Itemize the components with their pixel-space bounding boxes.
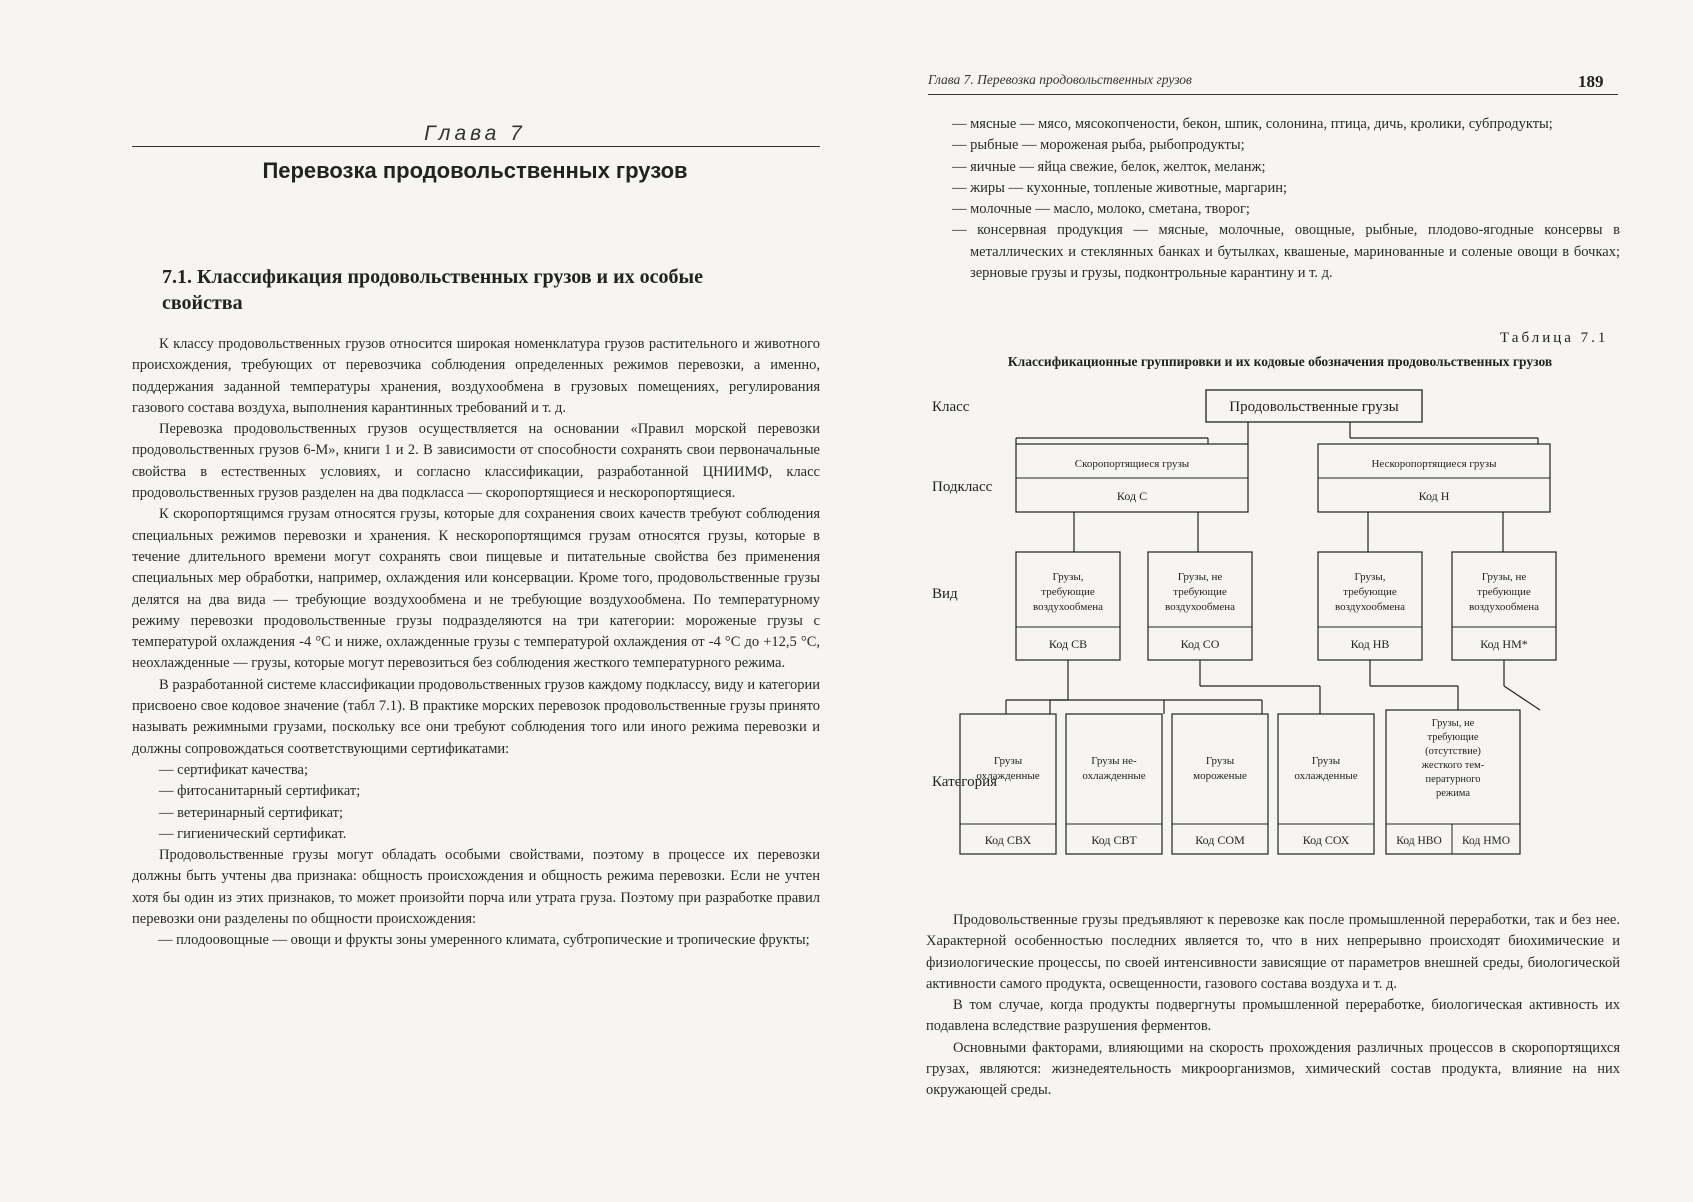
svg-text:Код НВО: Код НВО	[1396, 835, 1442, 847]
svg-text:охлажденные: охлажденные	[976, 770, 1040, 782]
svg-text:Грузы: Грузы	[993, 755, 1023, 767]
svg-text:воздухообмена: воздухообмена	[1164, 601, 1236, 613]
svg-text:Грузы,: Грузы,	[1354, 571, 1386, 583]
origin-item: — жиры — кухонные, топленые животные, маргарин;	[952, 179, 1288, 196]
row-label-kind: Вид	[932, 586, 958, 602]
kind-box-3	[1452, 552, 1556, 660]
origin-item: — молочные — масло, молоко, сметана, творог;	[952, 201, 1250, 218]
connectors	[1016, 422, 1538, 444]
running-head-rule	[928, 94, 1618, 95]
origin-item: — яичные — яйца свежие, белок, желток, меланж;	[952, 158, 1266, 175]
chapter-title: Перевозка продовольственных грузов	[262, 158, 688, 183]
paragraph: К скоропортящимся грузам относятся грузы, которые для сохранения своих качеств требуют соблюдения специальных режимов перевозки и хранения. К нескоропортящимся грузам относятся грузы, которые в течение длительного времени могут сохранять свои пищевые и питательные свойства без применения специальных мер обработки, например, охлаждения или консервации. Кроме того, продовольственные грузы делятся на два вида — требующие воздухообмена и не требующие воздухообмена. По температурному режиму перевозки продовольственные грузы подразделяются на три категории: мороженые грузы с температурой охлаждения -4 °С и ниже, охлажденные грузы с температурой охлаждения от -4 °С до +12,5 °С, неохлажденные — грузы, которые могут перевозиться без соблюдения жесткого температурного режима.	[132, 506, 820, 672]
subclass-name: Нескоропортящиеся грузы	[1371, 458, 1497, 470]
svg-text:Код НВ: Код НВ	[1350, 637, 1390, 651]
svg-text:Код НМО: Код НМО	[1461, 835, 1511, 847]
origin-item: — мясные — мясо, мясокопчености, бекон, шпик, солонина, птица, дичь, кролики, субпродукты;	[952, 116, 1553, 132]
svg-text:Код СО: Код СО	[1180, 637, 1220, 651]
certificate-item: — ветеринарный сертификат;	[159, 804, 344, 821]
category-box-2	[1172, 714, 1268, 854]
left-body-text	[132, 334, 820, 952]
svg-text:охлажденные: охлажденные	[1082, 770, 1146, 782]
svg-text:требующие: требующие	[1343, 586, 1397, 598]
paragraph: В разработанной системе классификации продовольственных грузов каждому подклассу, виду и категории присвоено свое кодовое значение (табл 7.1). В практике морских перевозок продовольственные грузы принято называть режимными грузами, поскольку все они требуют соблюдения того или иного режима перевозки и должны сопровождаться соответствующими сертификатами:	[132, 676, 820, 757]
section-title: 7.1. Классификация продовольственных грузов и их особые свойства	[162, 266, 703, 314]
svg-text:требующие: требующие	[1173, 586, 1227, 598]
svg-text:(отсутствие): (отсутствие)	[1425, 746, 1481, 757]
svg-text:Код СВ: Код СВ	[1048, 637, 1088, 651]
svg-text:Грузы,: Грузы,	[1052, 571, 1084, 583]
certificate-item: — сертификат качества;	[159, 761, 308, 778]
svg-text:мороженые: мороженые	[1193, 770, 1247, 782]
left-page	[0, 0, 846, 1202]
svg-text:Грузы не-: Грузы не-	[1091, 755, 1137, 767]
origin-item: — плодоовощные — овощи и фрукты зоны умеренного климата, субтропические и тропические фрукты;	[158, 932, 810, 949]
svg-text:Грузы, не: Грузы, не	[1481, 571, 1527, 583]
chapter-label: Глава 7	[424, 122, 526, 145]
kind-box-0	[1016, 552, 1120, 660]
svg-text:Грузы, не: Грузы, не	[1177, 571, 1223, 583]
svg-text:режима: режима	[1435, 788, 1471, 799]
svg-text:воздухообмена: воздухообмена	[1468, 601, 1540, 613]
svg-text:Грузы, не: Грузы, не	[1431, 718, 1475, 729]
running-head: Глава 7. Перевозка продовольственных грузов	[928, 72, 1192, 87]
svg-text:пературного: пературного	[1425, 774, 1481, 785]
certificate-item: — гигиенический сертификат.	[159, 825, 347, 842]
svg-text:Код НМ*: Код НМ*	[1480, 637, 1528, 651]
page-number: 189	[1578, 72, 1604, 91]
svg-text:Код СВХ: Код СВХ	[984, 833, 1032, 847]
svg-text:требующие: требующие	[1477, 586, 1531, 598]
subclass-code: Код С	[1116, 489, 1148, 503]
kind-box-1	[1148, 552, 1252, 660]
paragraph: Основными факторами, влияющими на скорость прохождения различных процессов в скоропортящихся грузах, являются: жизнедеятельность микроорганизмов, химический состав продукта, влияние на них окружающей среды.	[926, 1039, 1620, 1099]
category-box-4	[1386, 710, 1520, 854]
svg-text:воздухообмена: воздухообмена	[1032, 601, 1104, 613]
chapter-rule	[132, 146, 820, 147]
category-box-3	[1278, 714, 1374, 854]
row-label-class: Класс	[932, 399, 970, 415]
classification-diagram	[928, 380, 1628, 900]
right-origin-list	[926, 114, 1620, 284]
table-caption: Классификационные группировки и их кодовые обозначения продовольственных грузов	[1007, 354, 1553, 369]
origin-item: — рыбные — мороженая рыба, рыбопродукты;	[952, 137, 1245, 154]
table-label: Таблица 7.1	[1500, 330, 1609, 346]
svg-text:требующие: требующие	[1427, 732, 1479, 743]
paragraph: Продовольственные грузы предъявляют к перевозке как после промышленной переработки, так и без нее. Характерной особенностью последних является то, что в них непрерывно происходят биохимические и физиологические процессы, по своей интенсивности зависящие от параметров внешней среды, биологической активности самого продукта, освещенности, газового состава воздуха и т. д.	[926, 912, 1620, 992]
origin-item: — консервная продукция — мясные, молочные, овощные, рыбные, плодово-ягодные консервы в металлических и стеклянных банках и бутылках, квашеные, маринованные и соленые овощи в бочках; зерновые грузы и грузы, подконтрольные карантину и т. д.	[952, 222, 1620, 282]
kind-box-2	[1318, 552, 1422, 660]
svg-text:охлажденные: охлажденные	[1294, 770, 1358, 782]
svg-text:Грузы: Грузы	[1311, 755, 1341, 767]
paragraph: Продовольственные грузы могут обладать особыми свойствами, поэтому в процессе их перевозки должны быть учтены два признака: общность происхождения и общность режима перевозки. Если не учтен хотя бы один из этих признаков, то может произойти порча или утрата груза. Поэтому при разработке правил перевозки они разделены по общности происхождения:	[132, 847, 820, 928]
paragraph: Перевозка продовольственных грузов осуществляется на основании «Правил морской перевозки продовольственных грузов 6-М», книги 1 и 2. В зависимости от способности сохранять свои первоначальные свойства в естественных условиях, и согласно классификации, разработанной ЦНИИМФ, класс продовольственных грузов разделен на два подкласса — скоропортящиеся и нескоропортящиеся.	[132, 421, 820, 502]
subclass-name: Скоропортящиеся грузы	[1074, 458, 1190, 470]
paragraph: К классу продовольственных грузов относится широкая номенклатура грузов растительного и животного происхождения, требующих от перевозчика соблюдения определенных режимов перевозки, а именно, поддержания заданной температуры хранения, воздухообмена в грузовых помещениях, регулирования газового состава воздуха, выполнения карантинных требований и т. д.	[132, 336, 820, 416]
svg-text:Код СОМ: Код СОМ	[1195, 833, 1245, 847]
svg-text:Грузы: Грузы	[1205, 755, 1235, 767]
paragraph: В том случае, когда продукты подвергнуты промышленной переработке, биологическая активность их подавлена вследствие разрушения ферментов.	[926, 997, 1620, 1035]
subclass-code: Код Н	[1418, 489, 1450, 503]
svg-text:требующие: требующие	[1041, 586, 1095, 598]
root-label: Продовольственные грузы	[1229, 399, 1399, 415]
svg-text:воздухообмена: воздухообмена	[1334, 601, 1406, 613]
row-label-category: Категория	[932, 774, 997, 790]
svg-text:Код СОХ: Код СОХ	[1302, 833, 1350, 847]
right-body-text	[926, 910, 1620, 1102]
row-label-subclass: Подкласс	[932, 479, 993, 495]
svg-text:жесткого тем-: жесткого тем-	[1421, 760, 1485, 771]
category-box-1	[1066, 714, 1162, 854]
certificate-item: — фитосанитарный сертификат;	[159, 783, 361, 800]
svg-text:Код СВТ: Код СВТ	[1091, 833, 1137, 847]
